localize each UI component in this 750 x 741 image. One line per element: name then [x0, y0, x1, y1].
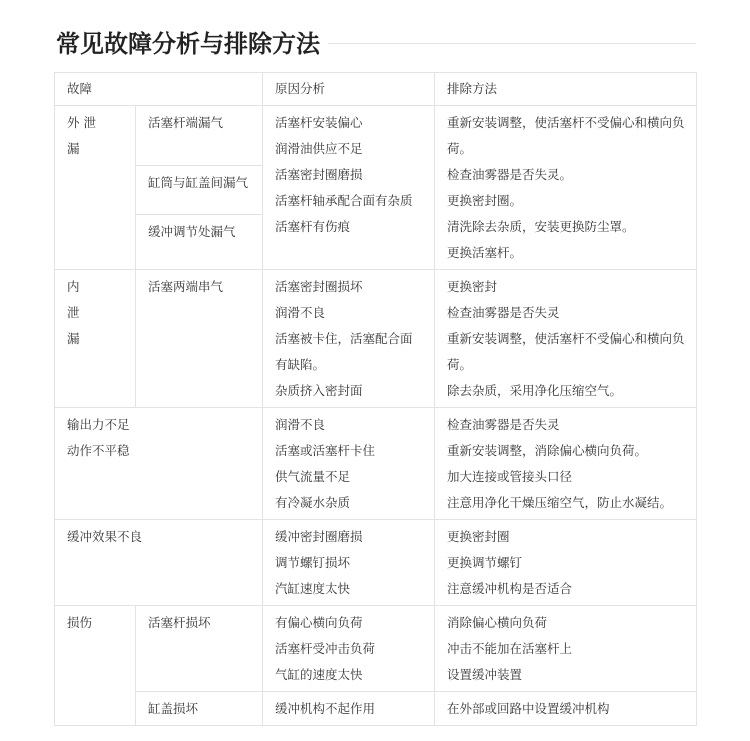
- cause-item: 活塞杆安装偏心: [275, 115, 363, 130]
- cause-item: 有偏心横向负荷: [275, 615, 363, 630]
- cause-item: 活塞密封圈磨损: [275, 167, 363, 182]
- category-line: 内: [67, 279, 80, 294]
- header-remedy: 排除方法: [435, 73, 697, 106]
- remedy-cell: [435, 106, 697, 270]
- cause-item: 活塞密封圈损坏: [275, 279, 363, 294]
- remedy-item: 设置缓冲装置: [447, 667, 523, 682]
- category-outer-leak: [55, 106, 136, 270]
- remedy-cell: [435, 270, 697, 408]
- header-fault: 故障: [55, 73, 263, 106]
- table-row: [55, 408, 697, 520]
- remedy-item: 除去杂质，采用净化压缩空气。: [447, 383, 623, 398]
- cause-cell: [263, 270, 435, 408]
- sub-fault-rod-end-leak: 活塞杆端漏气: [136, 106, 263, 166]
- remedy-item: 重新安装调整，使活塞杆不受偏心和横向负荷。: [447, 115, 685, 156]
- cause-item: 供气流量不足: [275, 469, 351, 484]
- cause-cell: [263, 606, 435, 692]
- cause-item: 润滑不良: [275, 305, 326, 320]
- sub-fault-buffer-adjust-leak: 缓冲调节处漏气: [136, 214, 263, 269]
- cause-cell: [263, 692, 435, 726]
- remedy-item: 注意缓冲机构是否适合: [447, 581, 573, 596]
- cause-item: 润滑油供应不足: [275, 141, 363, 156]
- sub-fault-rod-damage: 活塞杆损坏: [136, 606, 263, 692]
- remedy-cell: [435, 606, 697, 692]
- cause-item: 活塞杆受冲击负荷: [275, 641, 376, 656]
- table-header-row: [55, 73, 697, 106]
- cause-item: 活塞杆轴承配合面有杂质: [275, 193, 413, 208]
- page-title: 常见故障分析与排除方法: [56, 30, 320, 58]
- category-line: 外 泄: [67, 115, 96, 130]
- remedy-item: 更换密封圈: [447, 529, 510, 544]
- category-buffer: 缓冲效果不良: [55, 520, 263, 606]
- table-row: [55, 606, 697, 692]
- remedy-cell: [435, 520, 697, 606]
- remedy-item: 重新安装调整，使活塞杆不受偏心和横向负荷。: [447, 331, 685, 372]
- header-cause: 原因分析: [263, 73, 435, 106]
- cause-item: 活塞杆有伤痕: [275, 219, 351, 234]
- cause-item: 缓冲机构不起作用: [275, 701, 376, 716]
- fault-table: [54, 72, 697, 726]
- cause-item: 润滑不良: [275, 417, 326, 432]
- remedy-item: 冲击不能加在活塞杆上: [447, 641, 573, 656]
- category-damage: 损伤: [55, 606, 136, 726]
- remedy-item: 加大连接或管接头口径: [447, 469, 573, 484]
- cause-item: 调节螺钉损坏: [275, 555, 351, 570]
- category-line: 动作不平稳: [67, 443, 130, 458]
- category-inner-leak: [55, 270, 136, 408]
- remedy-cell: [435, 408, 697, 520]
- category-line: 漏: [67, 331, 80, 346]
- remedy-item: 更换活塞杆。: [447, 245, 523, 260]
- table-row: [55, 692, 697, 726]
- remedy-item: 更换调节螺钉: [447, 555, 523, 570]
- cause-item: 活塞被卡住，活塞配合面有缺陷。: [275, 331, 413, 372]
- cause-cell: [263, 520, 435, 606]
- remedy-item: 检查油雾器是否失灵: [447, 417, 560, 432]
- remedy-item: 重新安装调整，消除偏心横向负荷。: [447, 443, 648, 458]
- cause-cell: [263, 408, 435, 520]
- remedy-item: 注意用净化干燥压缩空气，防止水凝结。: [447, 495, 673, 510]
- sub-fault-cylinder-cover-leak: 缸筒与缸盖间漏气: [136, 166, 263, 214]
- cause-item: 活塞或活塞杆卡住: [275, 443, 376, 458]
- cause-item: 有冷凝水杂质: [275, 495, 351, 510]
- cause-item: 杂质挤入密封面: [275, 383, 363, 398]
- remedy-item: 检查油雾器是否失灵: [447, 305, 560, 320]
- remedy-cell: [435, 692, 697, 726]
- remedy-item: 更换密封: [447, 279, 498, 294]
- table-row: [55, 520, 697, 606]
- category-line: 输出力不足: [67, 417, 130, 432]
- category-output-force: [55, 408, 263, 520]
- cause-item: 汽缸速度太快: [275, 581, 351, 596]
- cause-cell: [263, 106, 435, 270]
- cause-item: 缓冲密封圈磨损: [275, 529, 363, 544]
- cause-item: 气缸的速度太快: [275, 667, 363, 682]
- category-line: 泄: [67, 305, 80, 320]
- category-line: 漏: [67, 141, 80, 156]
- remedy-item: 清洗除去杂质，安装更换防尘罩。: [447, 219, 635, 234]
- sub-fault-piston-blowby: 活塞两端串气: [136, 270, 263, 408]
- title-row: [56, 26, 696, 62]
- remedy-item: 更换密封圈。: [447, 193, 523, 208]
- table-row: [55, 106, 697, 166]
- sub-fault-cover-damage: 缸盖损坏: [136, 692, 263, 726]
- remedy-item: 检查油雾器是否失灵。: [447, 167, 573, 182]
- remedy-item: 消除偏心横向负荷: [447, 615, 548, 630]
- remedy-item: 在外部或回路中设置缓冲机构: [447, 701, 610, 716]
- title-divider: [328, 43, 696, 44]
- table-row: [55, 270, 697, 408]
